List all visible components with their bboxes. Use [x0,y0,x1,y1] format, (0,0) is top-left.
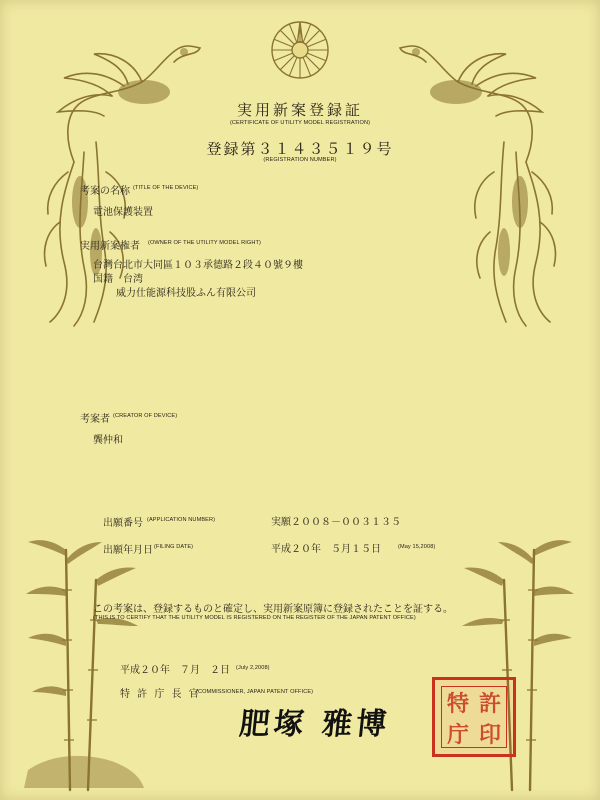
seal-character: 印 [478,722,501,748]
application-number-label: 出願番号 [103,518,143,529]
commissioner-signature: 肥塚 雅博 [237,707,392,742]
seal-character: 特 [446,691,469,717]
registration-number: 登録第３１４３５１９号 [206,140,394,158]
application-number-label-en: (APPLICATION NUMBER) [147,517,216,523]
device-title-value: 電池保護装置 [93,207,153,218]
seal-character: 庁 [446,722,469,748]
chrysanthemum-emblem [268,18,332,82]
commissioner-label-en: (COMMISSIONER, JAPAN PATENT OFFICE) [196,689,314,695]
seal-character: 許 [478,691,501,717]
owner-label: 実用新案権者 [80,241,140,252]
certificate-title-en: (CERTIFICATE OF UTILITY MODEL REGISTRATION) [229,120,371,126]
owner-label-en: (OWNER OF THE UTILITY MODEL RIGHT) [148,240,261,246]
device-title-label: 考案の名称 [80,186,130,197]
creator-label-en: (CREATOR OF DEVICE) [113,413,178,419]
phoenix-right-ornament [386,22,576,332]
issue-date: 平成２０年 ７月 ２日 [120,665,230,676]
filing-date-label-en: (FILING DATE) [154,544,194,550]
issue-date-en: (July 2,2008) [236,665,270,671]
certificate-title: 実用新案登録証 [236,101,363,119]
filing-date-label: 出願年月日 [103,545,153,556]
owner-nationality-label: 国籍 [93,274,113,285]
owner-name: 威力仕能源科技股ふん有限公司 [116,288,256,299]
certification-statement: この考案は、登録するものと確定し、実用新案原簿に登録されたことを証する。 [93,604,453,615]
filing-date: 平成２０年 ５月１５日 [271,544,381,555]
application-number: 実願２００８－００３１３５ [271,517,401,528]
creator-label: 考案者 [80,414,110,425]
bamboo-left-ornament [18,520,148,795]
filing-date-en: (May 15,2008) [398,544,436,550]
owner-address: 台灣台北市大同區１０３承德路２段４０號９樓 [93,260,303,271]
commissioner-label: 特 許 庁 長 官 [120,689,201,700]
official-seal [432,677,516,757]
certification-statement-en: (THIS IS TO CERTIFY THAT THE UTILITY MODEL IS REGISTERED ON THE REGISTER OF THE JAPAN PATENT OFFICE) [93,615,416,621]
creator-value: 龔仲和 [93,435,123,446]
device-title-label-en: (TITLE OF THE DEVICE) [133,185,199,191]
owner-nationality: 台湾 [123,274,143,285]
registration-number-en: (REGISTRATION NUMBER) [263,157,337,163]
